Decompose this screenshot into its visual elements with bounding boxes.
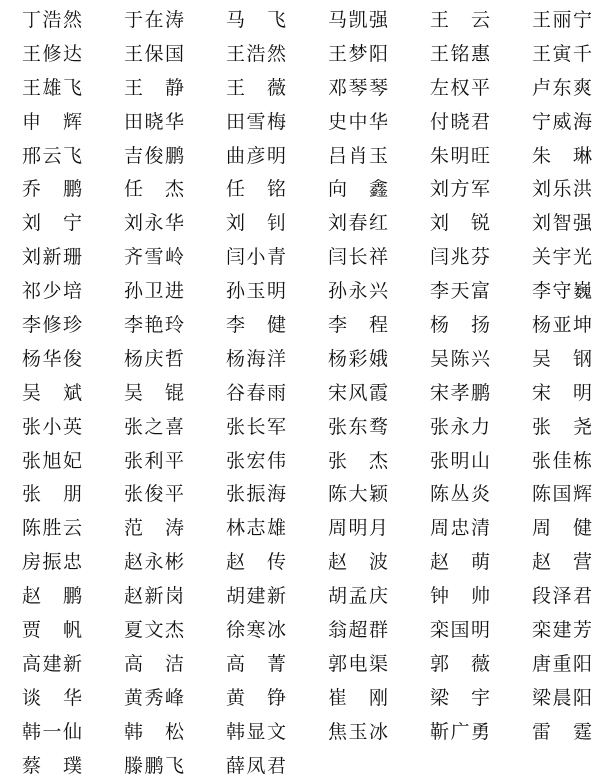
name-entry: 宋 明: [532, 381, 592, 404]
name-entry: 张长军: [226, 415, 286, 438]
name-entry: 王浩然: [226, 42, 286, 65]
name-entry: 宁威海: [532, 110, 592, 133]
name-entry: 杨海洋: [226, 347, 286, 370]
name-entry: 刘新珊: [22, 246, 82, 269]
name-entry: 马 飞: [226, 9, 286, 31]
name-entry: 李 健: [226, 314, 286, 337]
name-entry: 周忠清: [430, 517, 490, 540]
name-entry: 曲彦明: [226, 144, 286, 167]
name-entry: 杨彩娥: [328, 347, 388, 370]
name-entry: 邢云飞: [22, 144, 82, 167]
name-entry: 赵永彬: [124, 551, 184, 574]
name-entry: 任 铭: [226, 178, 286, 201]
name-entry: 房振忠: [22, 551, 82, 574]
name-entry: 史中华: [328, 110, 388, 133]
name-entry: 张佳栋: [532, 449, 592, 472]
name-entry: 韩 松: [124, 720, 184, 743]
name-entry: 张 尧: [532, 415, 592, 438]
name-entry: 刘春红: [328, 212, 388, 235]
name-entry: 李艳玲: [124, 314, 184, 337]
name-entry: 杨庆哲: [124, 347, 184, 370]
name-entry: 孙卫进: [124, 280, 184, 303]
name-entry: 黄 铮: [226, 686, 286, 709]
name-entry: 孙永兴: [328, 280, 388, 303]
name-entry: 闫兆芬: [430, 246, 490, 269]
name-entry: 滕鹏飞: [124, 754, 184, 777]
name-entry: 张旭妃: [22, 449, 82, 472]
name-entry: 王保国: [124, 42, 184, 65]
name-entry: 杨 扬: [430, 314, 490, 337]
name-entry: 唐重阳: [532, 652, 592, 675]
name-entry: 张 杰: [328, 449, 388, 472]
name-entry: 黄秀峰: [124, 686, 184, 709]
name-entry: 赵 鹏: [22, 585, 82, 608]
name-entry: 邓琴琴: [328, 76, 388, 99]
name-entry: 吴陈兴: [430, 347, 490, 370]
name-entry: 翁超群: [328, 619, 388, 642]
name-entry: 卢东爽: [532, 76, 592, 99]
name-entry: 高 洁: [124, 652, 184, 675]
name-entry: 赵 波: [328, 551, 388, 574]
name-entry: 王修达: [22, 42, 82, 65]
name-entry: 夏文杰: [124, 619, 184, 642]
name-entry: 雷 霆: [532, 720, 592, 743]
name-entry: 韩一仙: [22, 720, 82, 743]
name-entry: 齐雪岭: [124, 246, 184, 269]
name-entry: 李天富: [430, 280, 490, 303]
name-entry: 吴 钢: [532, 347, 592, 370]
name-entry: 任 杰: [124, 178, 184, 201]
name-entry: 王铭惠: [430, 42, 490, 65]
name-entry: 刘永华: [124, 212, 184, 235]
name-entry: 张小英: [22, 415, 82, 438]
name-entry: 朱 琳: [532, 144, 592, 167]
name-entry: 王 薇: [226, 76, 286, 99]
name-entry: 赵 传: [226, 551, 286, 574]
name-entry: 宋风霞: [328, 381, 388, 404]
name-entry: 林志雄: [226, 517, 286, 540]
name-entry: 付晓君: [430, 110, 490, 133]
name-entry: 陈大颖: [328, 483, 388, 506]
name-entry: 闫长祥: [328, 246, 388, 269]
name-entry: 张振海: [226, 483, 286, 506]
name-entry: 赵新岗: [124, 585, 184, 608]
name-entry: 乔 鹏: [22, 178, 82, 201]
name-entry: 焦玉冰: [328, 720, 388, 743]
name-entry: 向 鑫: [328, 178, 388, 201]
name-entry: 刘 锐: [430, 212, 490, 235]
name-entry: 左权平: [430, 76, 490, 99]
name-entry: 贾 帆: [22, 619, 82, 642]
name-entry: 崔 刚: [328, 686, 388, 709]
name-entry: 段泽君: [532, 585, 592, 608]
name-entry: 田雪梅: [226, 110, 286, 133]
name-entry: 栾国明: [430, 619, 490, 642]
name-entry: 郭电渠: [328, 652, 388, 675]
name-entry: 吉俊鹏: [124, 144, 184, 167]
name-entry: 于在涛: [124, 9, 184, 31]
name-entry: 张之喜: [124, 415, 184, 438]
name-entry: 周明月: [328, 517, 388, 540]
name-entry: 谈 华: [22, 686, 82, 709]
name-entry: 田晓华: [124, 110, 184, 133]
name-entry: 张俊平: [124, 483, 184, 506]
name-entry: 钟 帅: [430, 585, 490, 608]
name-entry: 高 菁: [226, 652, 286, 675]
name-entry: 周 健: [532, 517, 592, 540]
name-entry: 杨亚坤: [532, 314, 592, 337]
name-entry: 吴 锟: [124, 381, 184, 404]
name-entry: 张宏伟: [226, 449, 286, 472]
name-entry: 王寅千: [532, 42, 592, 65]
name-entry: 刘智强: [532, 212, 592, 235]
name-entry: 王雄飞: [22, 76, 82, 99]
name-entry: 薛凤君: [226, 754, 286, 777]
name-entry: 赵 营: [532, 551, 592, 574]
name-entry: 丁浩然: [22, 9, 82, 31]
name-entry: 关宇光: [532, 246, 592, 269]
name-entry: 蔡 璞: [22, 754, 82, 777]
name-entry: 张明山: [430, 449, 490, 472]
name-entry: 郭 薇: [430, 652, 490, 675]
name-entry: 赵 萌: [430, 551, 490, 574]
name-entry: 栾建芳: [532, 619, 592, 642]
name-entry: 李 程: [328, 314, 388, 337]
name-entry: 申 辉: [22, 110, 82, 133]
name-entry: 张利平: [124, 449, 184, 472]
name-entry: 徐寒冰: [226, 619, 286, 642]
name-entry: 朱明旺: [430, 144, 490, 167]
name-entry: 张 朋: [22, 483, 82, 506]
name-entry: 王 静: [124, 76, 184, 99]
name-entry: 刘 钊: [226, 212, 286, 235]
name-entry: 吕肖玉: [328, 144, 388, 167]
name-entry: 杨华俊: [22, 347, 82, 370]
name-entry: 孙玉明: [226, 280, 286, 303]
name-entry: 高建新: [22, 652, 82, 675]
name-entry: 韩显文: [226, 720, 286, 743]
name-list-grid: [22, 4, 602, 783]
name-entry: 胡孟庆: [328, 585, 388, 608]
name-entry: 梁晨阳: [532, 686, 592, 709]
name-entry: 梁 宇: [430, 686, 490, 709]
name-entry: 陈丛炎: [430, 483, 490, 506]
name-entry: 王 云: [430, 9, 490, 31]
name-entry: 谷春雨: [226, 381, 286, 404]
name-entry: 刘方军: [430, 178, 490, 201]
name-entry: 陈国辉: [532, 483, 592, 506]
name-entry: 刘乐洪: [532, 178, 592, 201]
name-entry: 陈胜云: [22, 517, 82, 540]
name-entry: 闫小青: [226, 246, 286, 269]
name-entry: 吴 斌: [22, 381, 82, 404]
name-entry: 祁少培: [22, 280, 82, 303]
name-entry: 李修珍: [22, 314, 82, 337]
name-entry: 宋孝鹏: [430, 381, 490, 404]
name-entry: 刘 宁: [22, 212, 82, 235]
name-entry: 范 涛: [124, 517, 184, 540]
name-entry: 李守巍: [532, 280, 592, 303]
name-entry: 马凯强: [328, 9, 388, 31]
name-entry: 张东骛: [328, 415, 388, 438]
name-entry: 张永力: [430, 415, 490, 438]
name-entry: 靳广勇: [430, 720, 490, 743]
name-entry: 王梦阳: [328, 42, 388, 65]
name-entry: 王丽宁: [532, 9, 592, 31]
name-entry: 胡建新: [226, 585, 286, 608]
